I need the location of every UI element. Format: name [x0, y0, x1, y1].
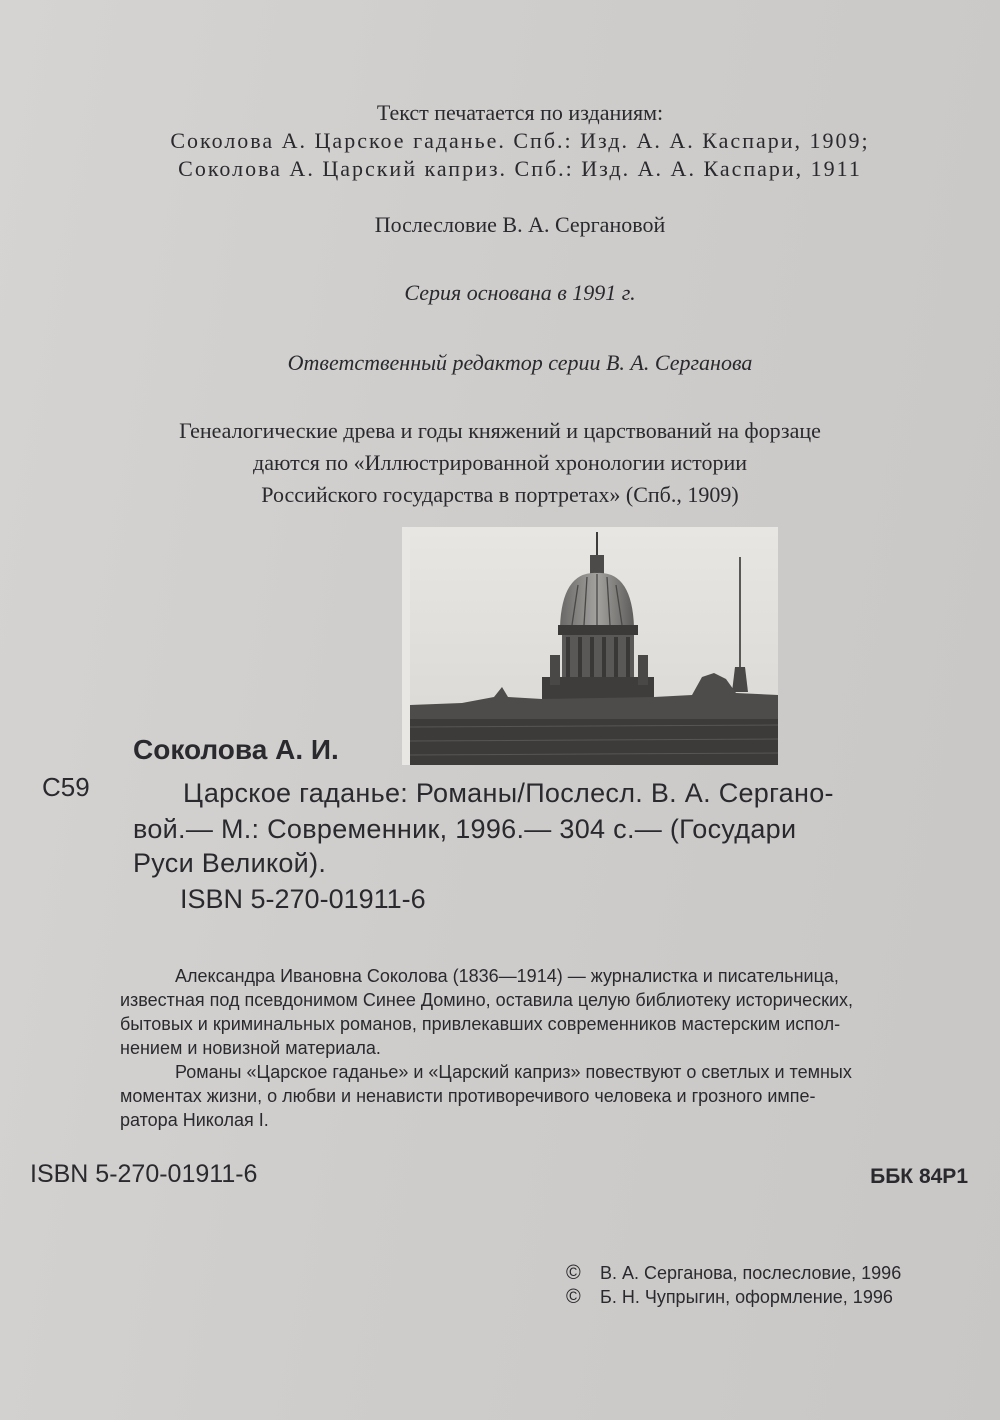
genealogy-note-line: Генеалогические древа и годы княжений и царствований на форзаце — [179, 418, 821, 443]
annotation-line: ратора Николая I. — [120, 1110, 269, 1130]
source-edition-2: Соколова А. Царский каприз. Спб.: Изд. А. А. Каспари, 1911 — [178, 156, 862, 181]
copyright-icon: © — [566, 1262, 581, 1284]
copyright-text: В. А. Серганова, послесловие, 1996 — [600, 1263, 902, 1283]
copyright-line — [566, 1262, 901, 1285]
annotation-line: известная под псевдонимом Синее Домино, оставила целую библиотеку исторических, — [120, 990, 854, 1010]
genealogy-note-line: Российского государства в портретах» (Спб., 1909) — [261, 482, 739, 507]
source-edition-1: Соколова А. Царское гаданье. Спб.: Изд. А. А. Каспари, 1909; — [170, 128, 870, 153]
afterword-credit: Послесловие В. А. Сергановой — [374, 212, 666, 237]
annotation-line: Романы «Царское гаданье» и «Царский каприз» повествуют о светлых и темных — [175, 1062, 852, 1082]
footer-isbn: ISBN 5-270-01911-6 — [30, 1160, 258, 1188]
bbk-code: ББК 84Р1 — [870, 1165, 968, 1188]
copyright-text: Б. Н. Чупрыгин, оформление, 1996 — [600, 1287, 893, 1307]
sources-title: Текст печатается по изданиям: — [376, 100, 664, 125]
catalog-isbn: ISBN 5-270-01911-6 — [180, 884, 426, 914]
annotation-line: моментах жизни, о любви и ненависти противоречивого человека и грозного импе- — [120, 1086, 816, 1106]
catalog-description-line: вой.— М.: Современник, 1996.— 304 с.— (Государи — [133, 814, 797, 844]
catalog-description-line: Руси Великой). — [133, 848, 327, 878]
annotation-line: Александра Ивановна Соколова (1836—1914) — журналистка и писательница, — [175, 966, 839, 986]
catalog-author: Соколова А. И. — [133, 734, 339, 765]
catalog-code: С59 — [42, 772, 90, 802]
copyright-line — [566, 1286, 893, 1309]
series-founded: Серия основана в 1991 г. — [404, 280, 636, 305]
genealogy-note-line: даются по «Иллюстрированной хронологии истории — [253, 450, 747, 475]
series-editor: Ответственный редактор серии В. А. Серганова — [287, 350, 753, 375]
cathedral-photo — [402, 527, 778, 765]
cathedral-dome-icon — [402, 527, 778, 765]
annotation-line: нением и новизной материала. — [120, 1038, 381, 1058]
copyright-icon: © — [566, 1286, 581, 1308]
catalog-description-line: Царское гаданье: Романы/Послесл. В. А. Серганo- — [183, 778, 834, 808]
annotation-line: бытовых и криминальных романов, привлекавших современников мастерским испол- — [120, 1014, 841, 1034]
